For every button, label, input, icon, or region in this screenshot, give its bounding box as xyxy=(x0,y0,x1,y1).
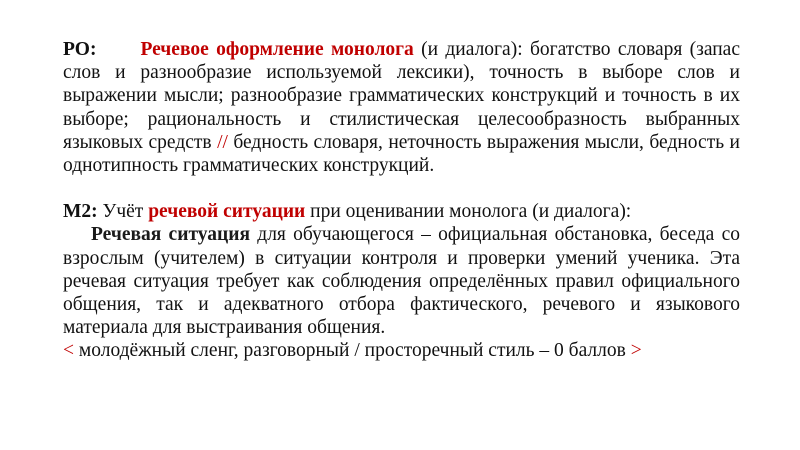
criterion-m2-paragraph xyxy=(63,200,740,223)
criterion-ro-label: РО: xyxy=(63,39,97,60)
separator-mark: // xyxy=(217,131,228,153)
criterion-ro-negative-text: бедность словаря, неточность выражения мысли, бедность и однотипность грамматических конструкций. xyxy=(63,131,740,177)
score-note-close-bracket: > xyxy=(630,340,642,362)
score-note-line xyxy=(63,339,740,362)
criterion-ro-paragraph xyxy=(63,38,740,177)
speech-situation-paragraph xyxy=(63,223,740,339)
score-note-text: молодёжный сленг, разговорный / просторечный стиль – 0 баллов xyxy=(74,340,631,362)
criterion-m2-label: М2: xyxy=(63,201,98,223)
score-note-open-bracket: < xyxy=(63,340,74,362)
speech-situation-text: для обучающегося – официальная обстановка, беседа со взрослым (учителем) в ситуации контроля и проверки умений ученика. Эта речевая ситуация требует как соблюдения определённых правил официального общения, так и адекватного отбора фактического, речевого и языкового материала для выстраивания общения. xyxy=(63,224,740,339)
criterion-m2-text-b: при оценивании монолога (и диалога): xyxy=(305,201,632,223)
criterion-ro-heading: Речевое оформление монолога xyxy=(140,39,414,60)
criterion-ro-text: (и диалога): богатство словаря (запас слов и разнообразие используемой лексики), точность в выборе слов и выражении мысли; разнообразие грамматических конструкций и точность в их выборе; рациональность и стилистическая целесообразность выбранных языковых средств xyxy=(63,39,740,153)
slide-content xyxy=(63,38,740,363)
speech-situation-term: Речевая ситуация xyxy=(91,224,251,246)
criterion-m2-text-a: Учёт xyxy=(97,201,149,223)
speech-situation-highlight: речевой ситуации xyxy=(148,201,306,223)
